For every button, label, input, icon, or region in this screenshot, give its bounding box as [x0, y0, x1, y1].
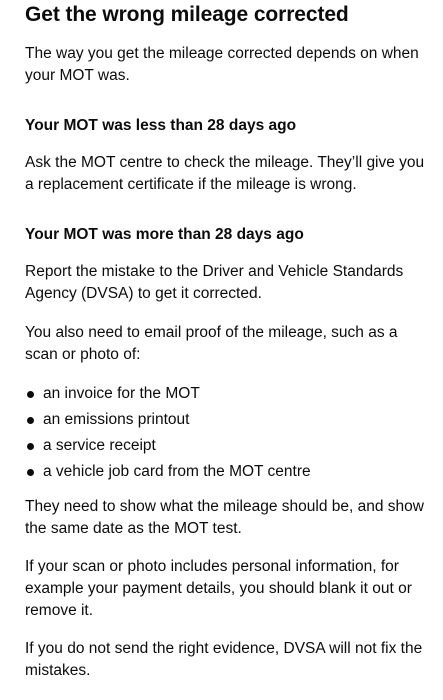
no-evidence-paragraph: If you do not send the right evidence, DVSA will not fix the mistakes.: [25, 640, 423, 679]
bullet-icon: [27, 417, 34, 424]
list-item-text: an invoice for the MOT: [43, 385, 200, 402]
personal-info-paragraph: If your scan or photo includes personal information, for example your payment details, you should blank it out or remove it.: [25, 558, 412, 619]
bullet-icon: [27, 469, 34, 476]
show-mileage-paragraph: They need to show what the mileage should be, and show the same date as the MOT test.: [25, 498, 424, 537]
report-mistake-paragraph: Report the mistake to the Driver and Vehicle Standards Agency (DVSA) to get it corrected.: [25, 263, 404, 302]
less-than-28-days-paragraph: Ask the MOT centre to check the mileage. They’ll give you a replacement certificate if the mileage is wrong.: [25, 154, 425, 193]
section-heading-more-than-28-days: Your MOT was more than 28 days ago: [25, 226, 304, 243]
email-proof-paragraph: You also need to email proof of the mileage, such as a scan or photo of:: [25, 324, 398, 363]
list-item: [25, 461, 428, 483]
list-item: [25, 435, 428, 457]
page-title: Get the wrong mileage corrected: [25, 3, 349, 26]
list-item: [25, 383, 428, 405]
list-item: [25, 409, 428, 431]
proof-list: [25, 383, 428, 483]
section-heading-less-than-28-days: Your MOT was less than 28 days ago: [25, 117, 297, 134]
list-item-text: a vehicle job card from the MOT centre: [43, 463, 311, 480]
bullet-icon: [27, 391, 34, 398]
list-item-text: a service receipt: [43, 437, 156, 454]
list-item-text: an emissions printout: [43, 411, 190, 428]
intro-paragraph: The way you get the mileage corrected depends on when your MOT was.: [25, 45, 419, 84]
bullet-icon: [27, 443, 34, 450]
